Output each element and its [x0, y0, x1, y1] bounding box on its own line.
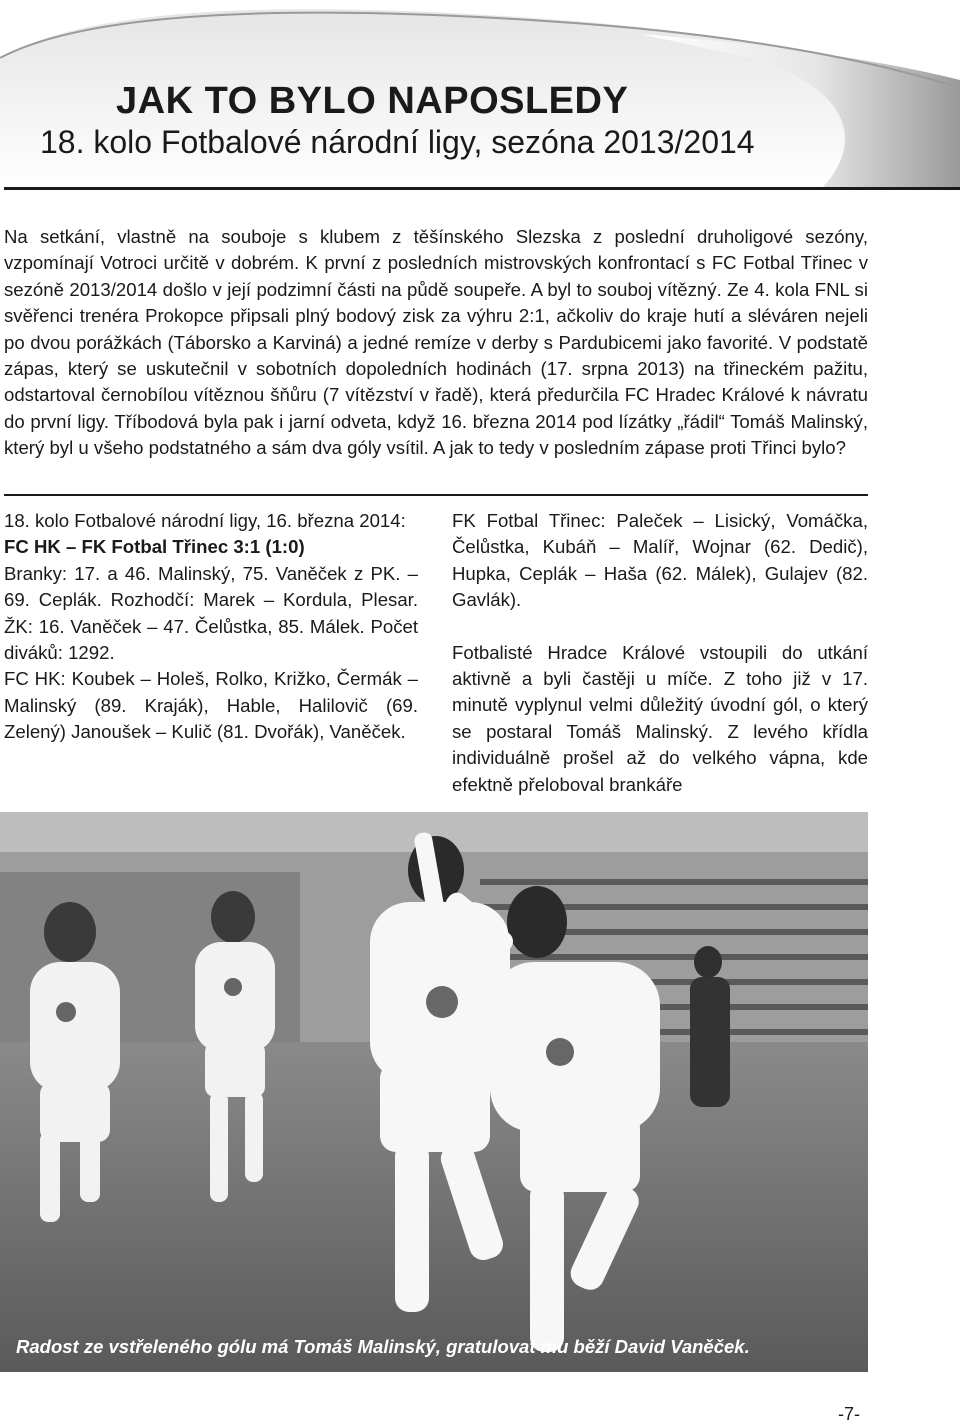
intro-paragraph: Na setkání, vlastně na souboje s klubem z těšínského Slezska z poslední druholigové sezóny, vzpomínají Votroci určitě v dobrém. K první z posledních mistrovských konfrontací s FC Fotbal Třinec v sezóně 2013/2014 došlo v její podzimní části na půdě soupeře. A byl to souboj vítězný. Ze 4. kola FNL si svěřenci trenéra Prokopce připsali plný bodový zisk za výhru 2:1, ačkoliv do kraje hutí a sléváren nejeli po dvou porážkách (Táborsko a Karviná) a jedné remíze v derby s Pardubicemi jako favorité. V podstatě zápas, který se uskutečnil v sobotních dopoledních hodinách (17. srpna 2013) na třineckém pažitu, odstartoval černobílou vítěznou šňůru (7 vítězství v řadě), která předurčila FC Hradec Králové k návratu do první ligy. Tříbodová byla pak i jarní odveta, když 16. března 2014 pod lízátky „řádil“ Tomáš Malinský, který byl u všeho podstatného a sám dva góly vsítil. A jak to tedy v posledním zápase proti Třinci bylo?	[4, 226, 868, 459]
section-divider	[4, 494, 868, 496]
match-report: Fotbalisté Hradce Králové vstoupili do utkání aktivně a byli častěji u míče. Z toho již v 17. minutě vyplynul velmi důležitý úvodní gól, o který se postaral Tomáš Malinský. Z levého křídla individuálně prošel až do velkého vápna, kde efektně přeloboval brankáře	[452, 641, 868, 795]
page-subtitle: 18. kolo Fotbalové národní ligy, sezóna 2013/2014	[40, 124, 755, 160]
page-number: -7-	[838, 1404, 860, 1424]
photo-caption: Radost ze vstřeleného gólu má Tomáš Malinský, gratulovat mu běží David Vaněček.	[16, 1336, 750, 1357]
lineup-away: FK Fotbal Třinec: Paleček – Lisický, Vomáčka, Čelůstka, Kubáň – Malíř, Wojnar (62. Dedič), Hupka, Ceplák – Haša (62. Málek), Gulajev (82. Gavlák).	[452, 510, 868, 611]
report-column	[452, 508, 868, 798]
match-round: 18. kolo Fotbalové národní ligy, 16. března 2014:	[4, 510, 406, 531]
header-divider	[4, 187, 960, 190]
match-info-column	[4, 508, 418, 746]
match-photo	[0, 812, 868, 1372]
match-details: Branky: 17. a 46. Malinský, 75. Vaněček z PK. – 69. Ceplák. Rozhodčí: Marek – Kordula, Plesar. ŽK: 16. Vaněček – 47. Čelůstka, 85. Málek. Počet diváků: 1292.	[4, 562, 418, 664]
lineup-home: FC HK: Koubek – Holeš, Rolko, Križko, Čermák – Malinský (89. Kraják), Hable, Halilovič (69. Zelený) Janoušek – Kulič (81. Dvořák), Vaněček.	[4, 668, 418, 743]
page-title: JAK TO BYLO NAPOSLEDY	[116, 80, 629, 122]
match-result: FC HK – FK Fotbal Třinec 3:1 (1:0)	[4, 536, 305, 558]
